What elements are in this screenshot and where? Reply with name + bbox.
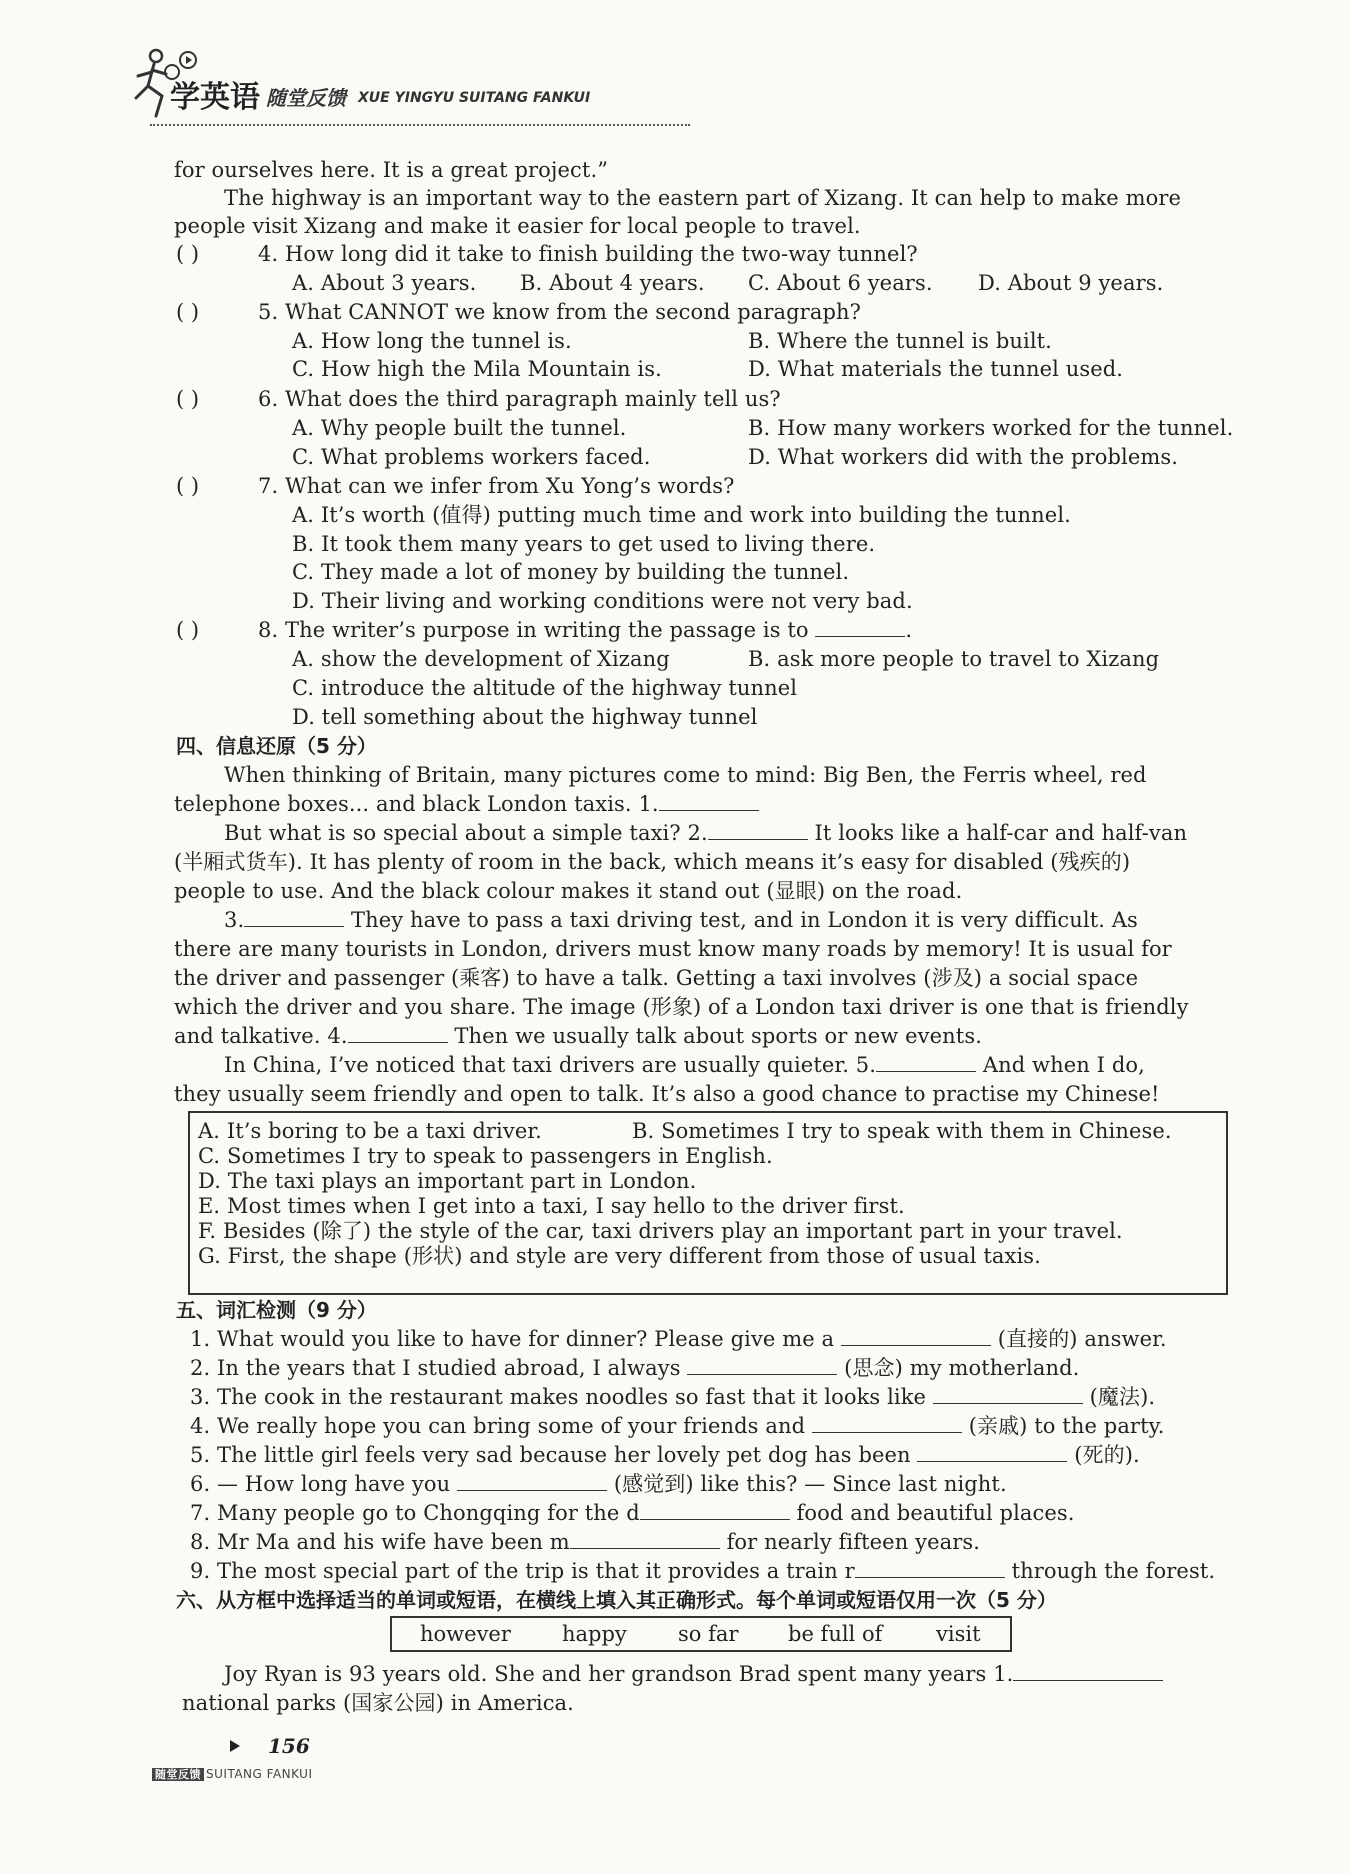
page-marker-icon	[230, 1740, 240, 1752]
passage-line	[224, 1051, 1145, 1079]
option-g: G. First, the shape (形状) and style are very different from those of usual taxis.	[198, 1244, 1041, 1268]
passage-line	[174, 1022, 982, 1050]
answer-blank[interactable]	[933, 1383, 1083, 1404]
passage-line: national parks (国家公园) in America.	[182, 1691, 574, 1715]
text-span: But what is so special about a simple taxi?	[224, 821, 681, 845]
passage-line: (半厢式货车). It has plenty of room in the back, which means it’s easy for disabled (残疾的)	[174, 850, 1131, 874]
text-span: for nearly fifteen years.	[726, 1530, 981, 1554]
text-span: 9. The most special part of the trip is that it provides a train r	[190, 1559, 855, 1583]
options-box	[188, 1111, 1228, 1295]
blank-number: 4.	[327, 1024, 348, 1048]
option-c: C. How high the Mila Mountain is.	[292, 357, 662, 381]
section-title: 四、信息还原（5 分）	[176, 734, 377, 758]
vocab-item	[190, 1325, 1167, 1353]
question-stem-end: .	[905, 618, 913, 642]
text-span: 4. We really hope you can bring some of your friends and	[190, 1414, 806, 1438]
option-d: D. About 9 years.	[978, 271, 1164, 295]
passage-line: the driver and passenger (乘客) to have a talk. Getting a taxi involves (涉及) a social space	[174, 966, 1139, 990]
answer-blank[interactable]	[1013, 1660, 1163, 1681]
word-box	[390, 1616, 1012, 1652]
word-option: be full of	[788, 1622, 883, 1646]
option-a: A. How long the tunnel is.	[292, 329, 572, 353]
text-span: 3. The cook in the restaurant makes noodles so fast that it looks like	[190, 1385, 927, 1409]
option-b: B. How many workers worked for the tunnel.	[748, 416, 1234, 440]
passage-line: people to use. And the black colour makes it stand out (显眼) on the road.	[174, 879, 963, 903]
vocab-item	[190, 1528, 980, 1556]
text-span: And when I do,	[982, 1053, 1145, 1077]
passage-line: they usually seem friendly and open to talk. It’s also a good chance to practise my Chinese!	[174, 1082, 1160, 1106]
text-span: 1. What would you like to have for dinner? Please give me a	[190, 1327, 835, 1351]
blank-number: 5.	[855, 1053, 877, 1077]
text-span: 6. — How long have you	[190, 1472, 451, 1496]
text-span: (思念) my motherland.	[844, 1356, 1080, 1380]
word-option: however	[420, 1622, 511, 1646]
header-title-cn-small: 随堂反馈	[266, 86, 346, 110]
blank-number: 1.	[993, 1662, 1014, 1686]
section-title: 五、词汇检测（9 分）	[176, 1298, 377, 1322]
option-b: B. Sometimes I try to speak with them in Chinese.	[632, 1119, 1172, 1143]
answer-blank[interactable]	[876, 1051, 976, 1072]
passage-line	[224, 1660, 1163, 1688]
answer-blank[interactable]	[244, 906, 344, 927]
answer-paren[interactable]: ( )	[176, 474, 200, 498]
answer-blank[interactable]	[687, 1354, 837, 1375]
passage-line: people visit Xizang and make it easier for local people to travel.	[174, 214, 861, 238]
text-span: 8. Mr Ma and his wife have been m	[190, 1530, 570, 1554]
answer-paren[interactable]: ( )	[176, 242, 200, 266]
option-a: A. show the development of Xizang	[292, 647, 670, 671]
option-a: A. It’s boring to be a taxi driver.	[198, 1119, 542, 1143]
option-b: B. About 4 years.	[520, 271, 705, 295]
passage-line: When thinking of Britain, many pictures come to mind: Big Ben, the Ferris wheel, red	[224, 763, 1147, 787]
question-stem: 4. How long did it take to finish building the two-way tunnel?	[258, 242, 918, 266]
word-option: so far	[678, 1622, 739, 1646]
text-span: (感觉到) like this? — Since last night.	[613, 1472, 1007, 1496]
footer-logo-cn: 随堂反馈	[152, 1768, 204, 1781]
blank-number: 3.	[224, 908, 245, 932]
text-span: telephone boxes... and black London taxis.	[174, 792, 632, 816]
question-stem	[258, 616, 912, 644]
vocab-item	[190, 1412, 1165, 1440]
text-span: food and beautiful places.	[796, 1501, 1075, 1525]
option-c: C. introduce the altitude of the highway tunnel	[292, 676, 798, 700]
header-divider	[150, 124, 690, 126]
text-span: It looks like a half-car and half-van	[814, 821, 1188, 845]
text-span: (直接的) answer.	[997, 1327, 1167, 1351]
text-span: Joy Ryan is 93 years old. She and her grandson Brad spent many years	[224, 1662, 987, 1686]
text-span: 5. The little girl feels very sad because her lovely pet dog has been	[190, 1443, 911, 1467]
text-span: 7. Many people go to Chongqing for the d	[190, 1501, 640, 1525]
passage-line	[224, 819, 1187, 847]
footer-logo	[152, 1766, 313, 1782]
passage-line: there are many tourists in London, drivers must know many roads by memory! It is usual for	[174, 937, 1172, 961]
answer-blank[interactable]	[812, 1412, 962, 1433]
question-stem: 5. What CANNOT we know from the second paragraph?	[258, 300, 861, 324]
option-a: A. It’s worth (值得) putting much time and work into building the tunnel.	[292, 503, 1071, 527]
section-title: 六、从方框中选择适当的单词或短语，在横线上填入其正确形式。每个单词或短语仅用一次（5 分）	[176, 1588, 1057, 1612]
option-d: D. Their living and working conditions were not very bad.	[292, 589, 913, 613]
blank-number: 1.	[638, 792, 659, 816]
option-b: B. ask more people to travel to Xizang	[748, 647, 1160, 671]
passage-line: The highway is an important way to the eastern part of Xizang. It can help to make more	[224, 186, 1182, 210]
option-d: D. What materials the tunnel used.	[748, 357, 1124, 381]
option-b: B. Where the tunnel is built.	[748, 329, 1052, 353]
text-span: (魔法).	[1089, 1385, 1156, 1409]
text-span: Then we usually talk about sports or new events.	[454, 1024, 982, 1048]
text-span: They have to pass a taxi driving test, and in London it is very difficult. As	[351, 908, 1138, 932]
option-d: D. The taxi plays an important part in London.	[198, 1169, 697, 1193]
vocab-item	[190, 1499, 1075, 1527]
vocab-item	[190, 1441, 1140, 1469]
option-c: C. What problems workers faced.	[292, 445, 651, 469]
option-b: B. It took them many years to get used to living there.	[292, 532, 876, 556]
passage-line: which the driver and you share. The image (形象) of a London taxi driver is one that is friendly	[174, 995, 1189, 1019]
option-e: E. Most times when I get into a taxi, I say hello to the driver first.	[198, 1194, 905, 1218]
answer-blank[interactable]	[640, 1499, 790, 1520]
vocab-item	[190, 1354, 1079, 1382]
answer-blank[interactable]	[457, 1470, 607, 1491]
option-c: C. They made a lot of money by building the tunnel.	[292, 560, 850, 584]
text-span: and talkative.	[174, 1024, 321, 1048]
answer-paren[interactable]: ( )	[176, 387, 200, 411]
page-number: 156	[268, 1734, 310, 1758]
answer-blank[interactable]	[659, 790, 759, 811]
text-span: through the forest.	[1011, 1559, 1216, 1583]
answer-blank[interactable]	[570, 1528, 720, 1549]
question-stem-text: 8. The writer’s purpose in writing the passage is to	[258, 618, 809, 642]
passage-line	[224, 906, 1138, 934]
text-span: 2. In the years that I studied abroad, I always	[190, 1356, 681, 1380]
question-stem: 7. What can we infer from Xu Yong’s words?	[258, 474, 735, 498]
footer-logo-en: SUITANG FANKUI	[206, 1767, 313, 1781]
option-c: C. Sometimes I try to speak to passengers in English.	[198, 1144, 773, 1168]
text-span: In China, I’ve noticed that taxi drivers are usually quieter.	[224, 1053, 850, 1077]
word-option: visit	[936, 1622, 981, 1646]
option-d: D. What workers did with the problems.	[748, 445, 1179, 469]
answer-blank[interactable]	[841, 1325, 991, 1346]
answer-blank[interactable]	[815, 616, 905, 637]
answer-paren[interactable]: ( )	[176, 618, 200, 642]
option-c: C. About 6 years.	[748, 271, 933, 295]
word-option: happy	[562, 1622, 627, 1646]
answer-paren[interactable]: ( )	[176, 300, 200, 324]
answer-blank[interactable]	[348, 1022, 448, 1043]
text-span: (亲戚) to the party.	[968, 1414, 1165, 1438]
answer-blank[interactable]	[917, 1441, 1067, 1462]
blank-number: 2.	[687, 821, 708, 845]
vocab-item	[190, 1557, 1215, 1585]
vocab-item	[190, 1470, 1007, 1498]
header-logo	[126, 46, 706, 126]
answer-blank[interactable]	[855, 1557, 1005, 1578]
option-f: F. Besides (除了) the style of the car, taxi drivers play an important part in your travel.	[198, 1219, 1123, 1243]
passage-line	[174, 790, 759, 818]
header-title-cn: 学英语	[170, 80, 260, 115]
question-stem: 6. What does the third paragraph mainly tell us?	[258, 387, 781, 411]
passage-line: for ourselves here. It is a great project.”	[174, 158, 609, 182]
option-a: A. About 3 years.	[292, 271, 477, 295]
answer-blank[interactable]	[708, 819, 808, 840]
option-d: D. tell something about the highway tunnel	[292, 705, 758, 729]
play-icon	[178, 50, 198, 70]
vocab-item	[190, 1383, 1155, 1411]
option-a: A. Why people built the tunnel.	[292, 416, 627, 440]
header-title-pinyin: XUE YINGYU SUITANG FANKUI	[358, 90, 591, 106]
text-span: (死的).	[1074, 1443, 1140, 1467]
